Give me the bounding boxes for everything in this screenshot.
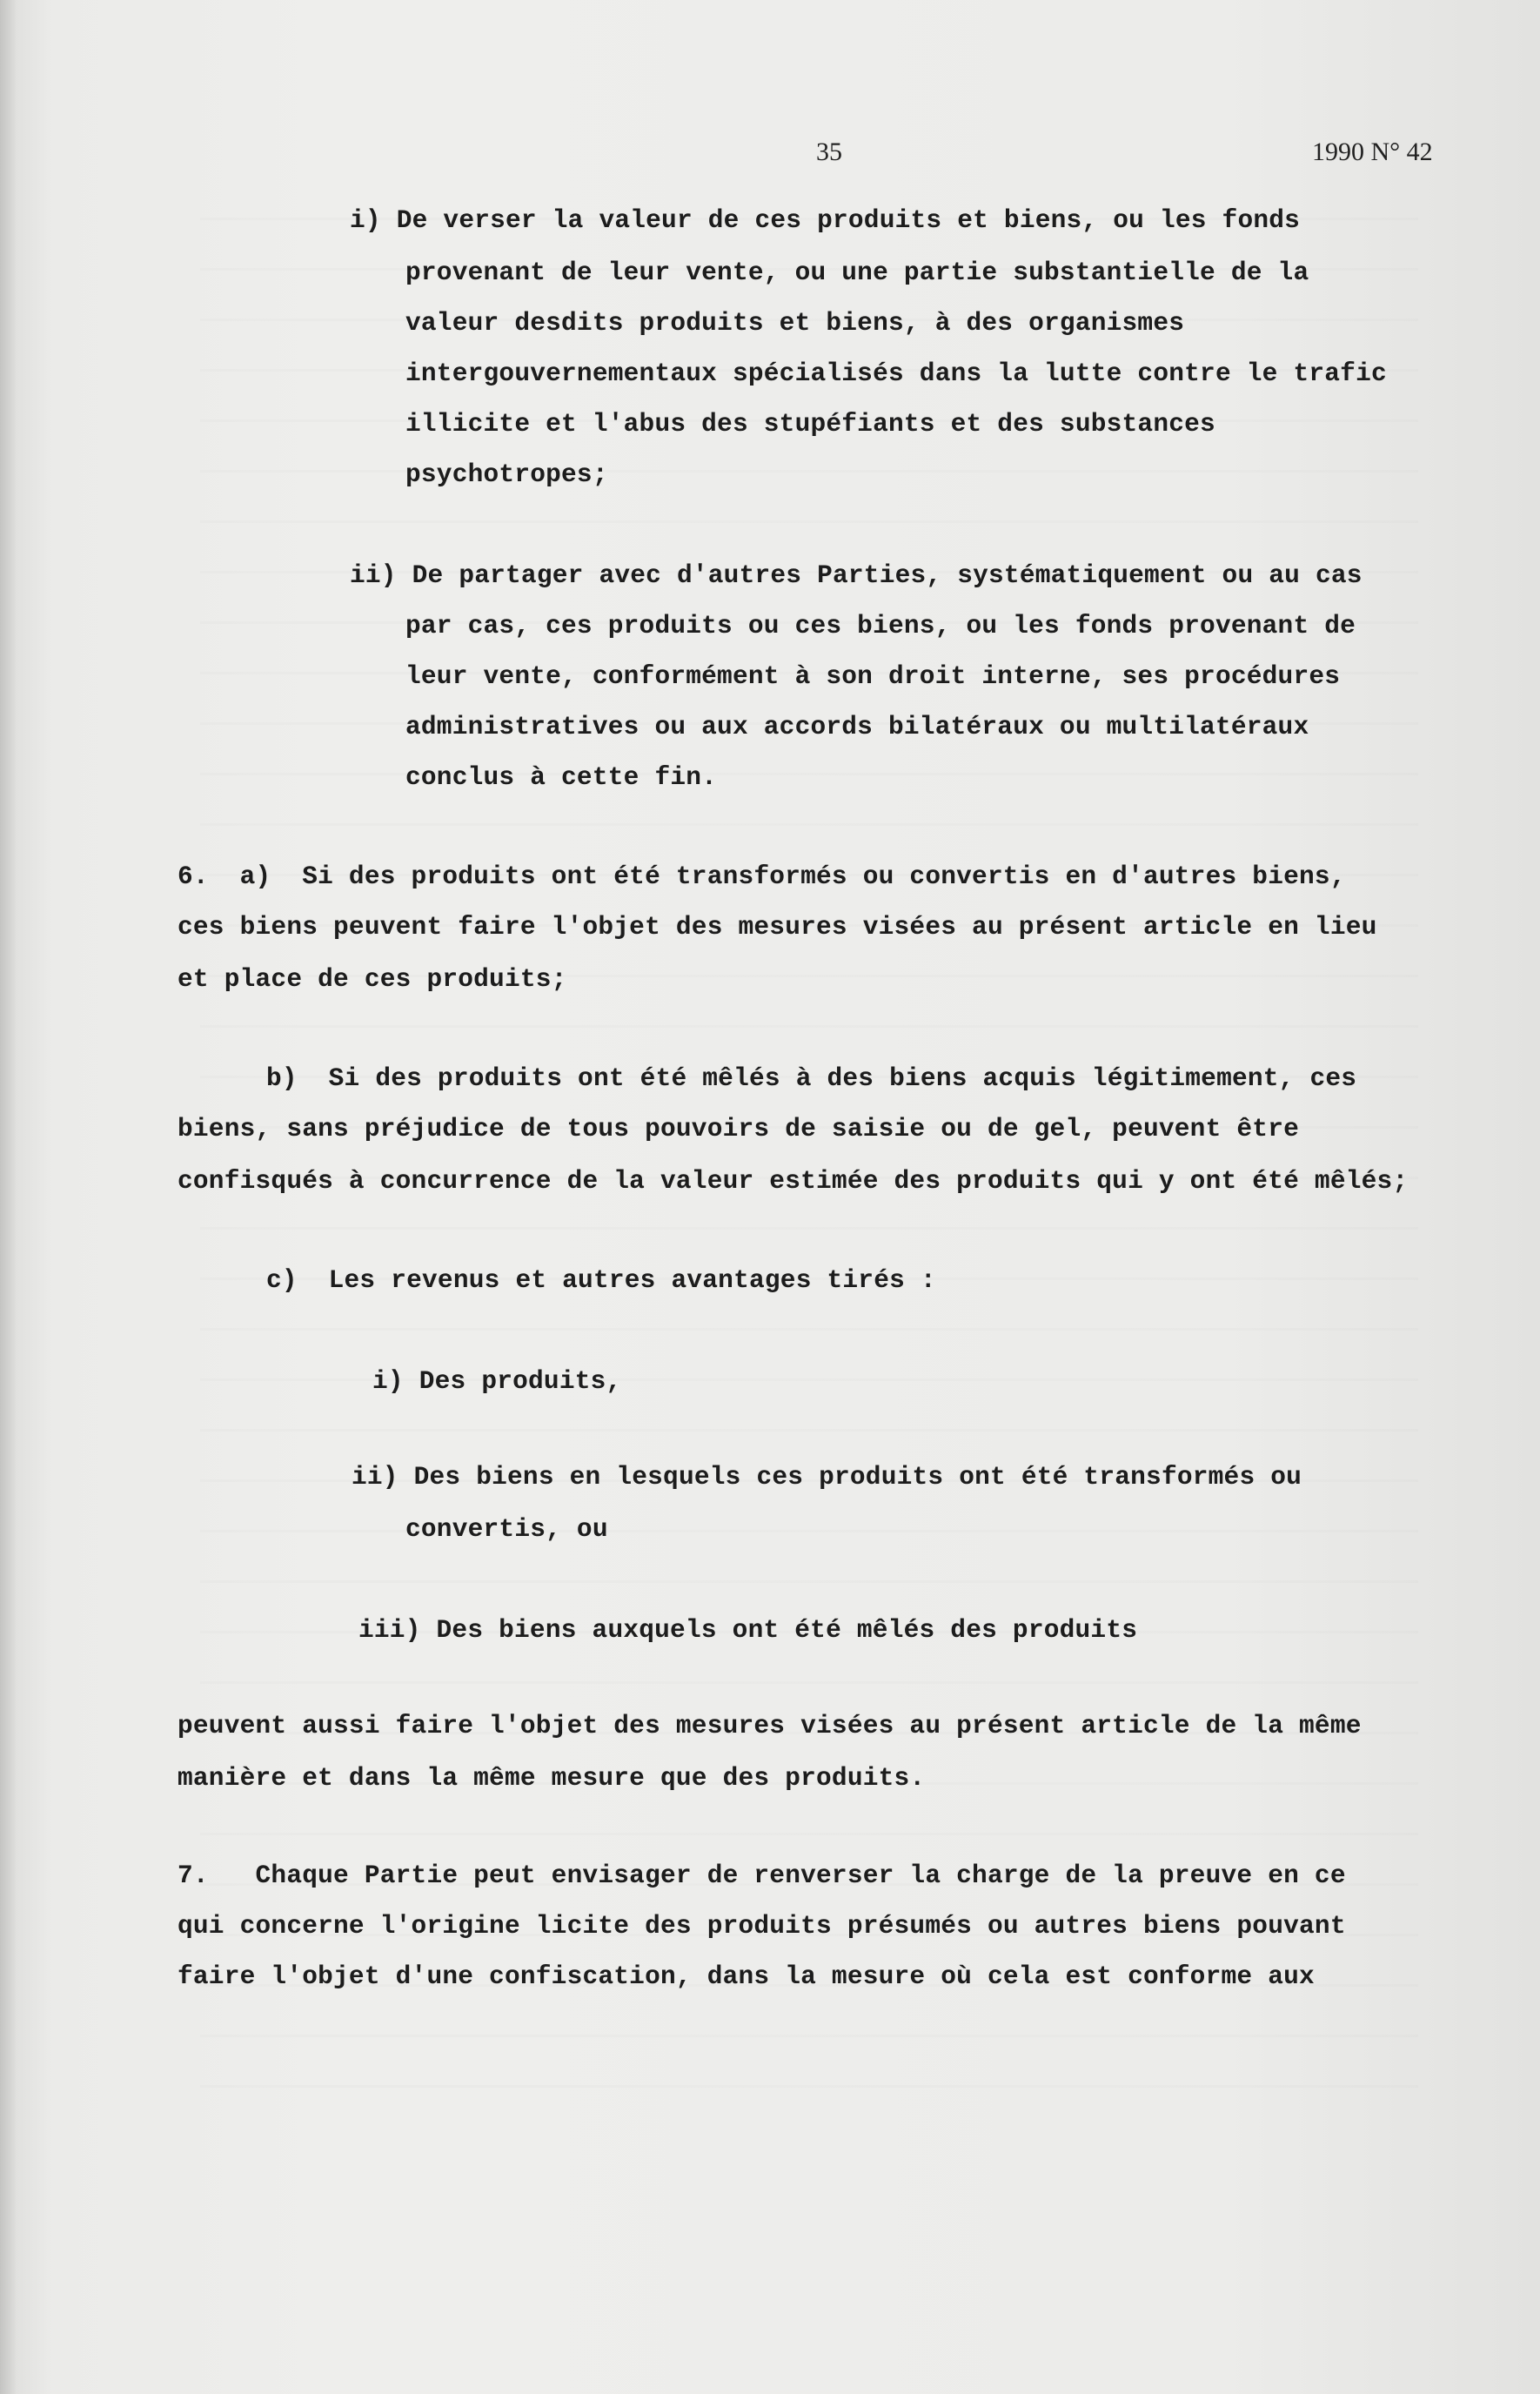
text-line: illicite et l'abus des stupéfiants et des substances [405, 409, 1215, 439]
text-line: provenant de leur vente, ou une partie substantielle de la [405, 258, 1309, 287]
text-line: conclus à cette fin. [405, 762, 718, 792]
text-line: leur vente, conformément à son droit interne, ses procédures [405, 661, 1341, 691]
text-line: peuvent aussi faire l'objet des mesures visées au présent article de la même [177, 1711, 1362, 1740]
text-line: faire l'objet d'une confiscation, dans la mesure où cela est conforme aux [177, 1961, 1315, 1991]
text-line: 7. Chaque Partie peut envisager de renverser la charge de la preuve en ce [177, 1861, 1346, 1890]
text-line: 6. a) Si des produits ont été transformés ou convertis en d'autres biens, [177, 862, 1346, 891]
text-line: confisqués à concurrence de la valeur estimée des produits qui y ont été mêlés; [177, 1166, 1409, 1196]
text-line: b) Si des produits ont été mêlés à des biens acquis légitimement, ces [266, 1063, 1357, 1093]
text-line: et place de ces produits; [177, 964, 567, 994]
text-line: convertis, ou [405, 1514, 608, 1544]
text-line: iii) Des biens auxquels ont été mêlés des produits [358, 1615, 1138, 1645]
text-line: qui concerne l'origine licite des produits présumés ou autres biens pouvant [177, 1911, 1346, 1941]
text-line: c) Les revenus et autres avantages tirés : [266, 1265, 936, 1295]
text-line: ces biens peuvent faire l'objet des mesures visées au présent article en lieu [177, 912, 1377, 942]
text-line: ii) Des biens en lesquels ces produits ont été transformés ou [352, 1462, 1302, 1492]
text-line: administratives ou aux accords bilatéraux ou multilatéraux [405, 712, 1309, 741]
text-line: biens, sans préjudice de tous pouvoirs de saisie ou de gel, peuvent être [177, 1114, 1300, 1143]
text-line: intergouvernementaux spécialisés dans la lutte contre le trafic [405, 359, 1387, 388]
text-line: par cas, ces produits ou ces biens, ou les fonds provenant de [405, 611, 1356, 640]
text-line: i) Des produits, [372, 1366, 622, 1396]
text-line: ii) De partager avec d'autres Parties, systématiquement ou au cas [350, 560, 1363, 590]
gazette-year-number: 1990 N° 42 [1312, 137, 1433, 166]
text-line: psychotropes; [405, 459, 608, 489]
text-line: i) De verser la valeur de ces produits et biens, ou les fonds [350, 205, 1301, 235]
text-line: valeur desdits produits et biens, à des organismes [405, 308, 1185, 338]
page-edge-shadow [0, 0, 16, 2394]
page-number: 35 [816, 137, 842, 166]
text-line: manière et dans la même mesure que des produits. [177, 1763, 926, 1793]
